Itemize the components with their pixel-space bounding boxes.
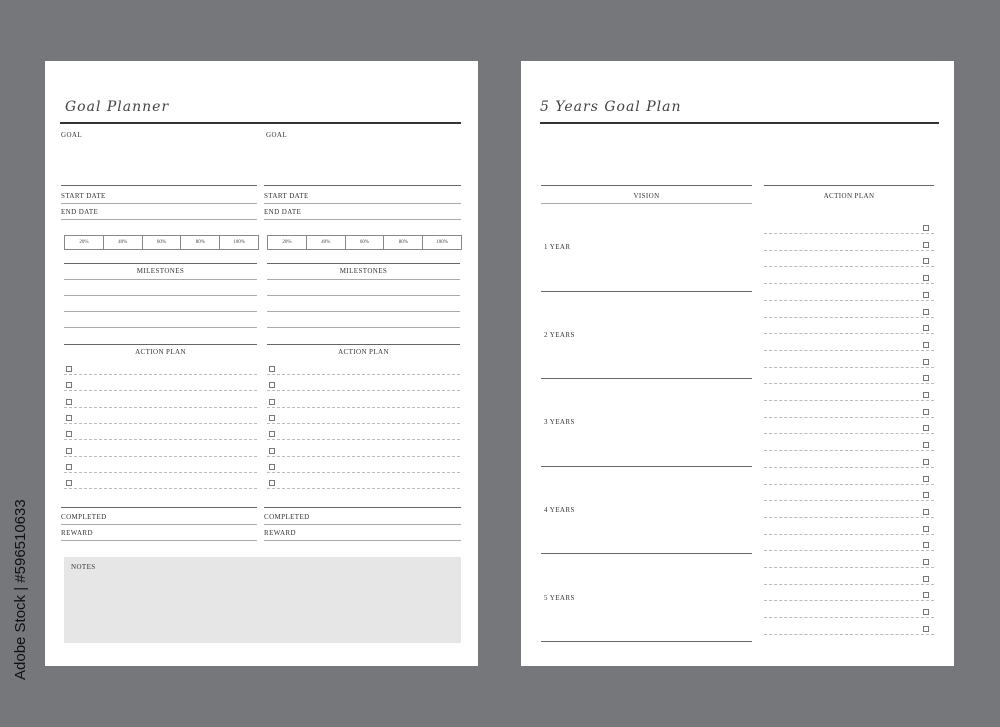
milestones-heading: MILESTONES	[339, 267, 388, 275]
progress-80[interactable]: 80%	[384, 236, 423, 249]
action-plan-rule	[764, 185, 934, 186]
year-3-rule	[541, 466, 752, 467]
action-checkbox[interactable]	[269, 448, 275, 454]
action-checkbox[interactable]	[923, 409, 929, 415]
year-3-label: 3 YEARS	[544, 418, 575, 426]
action-checkbox[interactable]	[269, 366, 275, 372]
action-plan-heading: ACTION PLAN	[823, 192, 875, 200]
action-checkbox[interactable]	[66, 431, 72, 437]
goal-rule	[61, 185, 257, 186]
completed-rule	[264, 507, 461, 508]
vision-header-rule	[541, 203, 752, 204]
action-checkbox[interactable]	[269, 415, 275, 421]
action-plan-line[interactable]	[764, 433, 934, 434]
milestones-rule	[267, 263, 460, 264]
progress-60[interactable]: 60%	[143, 236, 182, 249]
action-plan-heading: ACTION PLAN	[338, 348, 389, 356]
year-4-label: 4 YEARS	[544, 506, 575, 514]
action-checkbox[interactable]	[923, 309, 929, 315]
action-plan-line[interactable]	[64, 488, 257, 489]
year-1-rule	[541, 291, 752, 292]
action-plan-line[interactable]	[764, 617, 934, 618]
action-plan-line[interactable]	[764, 467, 934, 468]
action-plan-line[interactable]	[64, 390, 257, 391]
action-plan-line[interactable]	[64, 374, 257, 375]
action-checkbox[interactable]	[923, 359, 929, 365]
action-checkbox[interactable]	[269, 480, 275, 486]
start-date-field[interactable]	[264, 203, 461, 204]
action-checkbox[interactable]	[923, 375, 929, 381]
goal-label: GOAL	[266, 131, 288, 139]
vision-heading: VISION	[633, 192, 660, 200]
year-2-label: 2 YEARS	[544, 331, 575, 339]
progress-20[interactable]: 20%	[65, 236, 104, 249]
progress-60[interactable]: 60%	[346, 236, 385, 249]
progress-scale	[64, 235, 259, 250]
title-rule	[60, 122, 461, 124]
reward-field[interactable]	[264, 540, 461, 541]
progress-100[interactable]: 100%	[436, 240, 448, 245]
milestones-heading: MILESTONES	[136, 267, 185, 275]
action-checkbox[interactable]	[923, 542, 929, 548]
progress-40[interactable]: 40%	[104, 236, 143, 249]
action-plan-line[interactable]	[764, 534, 934, 535]
year-1-label: 1 YEAR	[544, 243, 571, 251]
action-checkbox[interactable]	[923, 242, 929, 248]
completed-field[interactable]	[264, 524, 461, 525]
milestone-line[interactable]	[267, 311, 460, 312]
action-checkbox[interactable]	[923, 509, 929, 515]
action-plan-line[interactable]	[267, 472, 460, 473]
stock-caption: Adobe Stock | #596510633	[12, 499, 29, 680]
action-checkbox[interactable]	[923, 492, 929, 498]
action-plan-line[interactable]	[764, 517, 934, 518]
action-plan-line[interactable]	[267, 456, 460, 457]
action-checkbox[interactable]	[923, 275, 929, 281]
action-checkbox[interactable]	[923, 442, 929, 448]
milestones-rule	[64, 263, 257, 264]
action-checkbox[interactable]	[923, 592, 929, 598]
start-date-field[interactable]	[61, 203, 257, 204]
action-checkbox[interactable]	[66, 415, 72, 421]
goal-label: GOAL	[61, 131, 83, 139]
action-checkbox[interactable]	[66, 448, 72, 454]
reward-field[interactable]	[61, 540, 257, 541]
start-date-label: START DATE	[61, 192, 106, 200]
action-plan-line[interactable]	[267, 423, 460, 424]
action-plan-line[interactable]	[764, 300, 934, 301]
action-checkbox[interactable]	[923, 476, 929, 482]
action-checkbox[interactable]	[923, 225, 929, 231]
milestone-line[interactable]	[64, 295, 257, 296]
action-plan-line[interactable]	[764, 383, 934, 384]
reward-label: REWARD	[61, 529, 93, 537]
action-checkbox[interactable]	[269, 431, 275, 437]
milestone-line[interactable]	[64, 327, 257, 328]
progress-20[interactable]: 20%	[268, 236, 307, 249]
action-plan-line[interactable]	[64, 407, 257, 408]
action-plan-line[interactable]	[764, 367, 934, 368]
action-checkbox[interactable]	[923, 425, 929, 431]
action-plan-line[interactable]	[764, 250, 934, 251]
action-plan-line[interactable]	[764, 567, 934, 568]
action-plan-line[interactable]	[267, 407, 460, 408]
action-checkbox[interactable]	[269, 382, 275, 388]
action-plan-line[interactable]	[64, 472, 257, 473]
completed-rule	[61, 507, 257, 508]
action-plan-line[interactable]	[267, 374, 460, 375]
action-checkbox[interactable]	[66, 464, 72, 470]
action-checkbox[interactable]	[923, 576, 929, 582]
completed-label: COMPLETED	[264, 513, 310, 521]
progress-scale	[267, 235, 462, 250]
notes-label: NOTES	[71, 563, 96, 571]
action-checkbox[interactable]	[66, 366, 72, 372]
action-plan-rule	[64, 344, 257, 345]
end-date-field[interactable]	[61, 219, 257, 220]
progress-100[interactable]: 100%	[233, 240, 245, 245]
action-plan-line[interactable]	[764, 400, 934, 401]
end-date-label: END DATE	[264, 208, 302, 216]
action-checkbox[interactable]	[66, 382, 72, 388]
vision-rule	[541, 185, 752, 186]
action-checkbox[interactable]	[923, 526, 929, 532]
action-checkbox[interactable]	[269, 399, 275, 405]
action-checkbox[interactable]	[923, 609, 929, 615]
page-title: Goal Planner	[65, 99, 170, 115]
reward-label: REWARD	[264, 529, 296, 537]
completed-label: COMPLETED	[61, 513, 107, 521]
milestone-line[interactable]	[267, 327, 460, 328]
action-checkbox[interactable]	[66, 399, 72, 405]
milestone-line[interactable]	[267, 295, 460, 296]
action-plan-line[interactable]	[764, 350, 934, 351]
action-checkbox[interactable]	[269, 464, 275, 470]
action-plan-line[interactable]	[764, 600, 934, 601]
completed-field[interactable]	[61, 524, 257, 525]
progress-80[interactable]: 80%	[181, 236, 220, 249]
action-plan-line[interactable]	[764, 266, 934, 267]
action-plan-line[interactable]	[64, 439, 257, 440]
goal-planner-page	[45, 61, 478, 666]
action-plan-line[interactable]	[764, 450, 934, 451]
goal-rule	[264, 185, 461, 186]
action-plan-rule	[267, 344, 460, 345]
action-plan-line[interactable]	[267, 390, 460, 391]
action-plan-line[interactable]	[764, 333, 934, 334]
action-plan-line[interactable]	[267, 488, 460, 489]
action-checkbox[interactable]	[923, 626, 929, 632]
action-plan-line[interactable]	[764, 500, 934, 501]
action-checkbox[interactable]	[66, 480, 72, 486]
page-title: 5 Years Goal Plan	[540, 99, 682, 115]
five-year-goal-plan-page	[521, 61, 954, 666]
action-plan-line[interactable]	[764, 584, 934, 585]
action-plan-line[interactable]	[64, 456, 257, 457]
action-plan-line[interactable]	[64, 423, 257, 424]
year-4-rule	[541, 553, 752, 554]
year-2-rule	[541, 378, 752, 379]
milestone-line[interactable]	[64, 279, 257, 280]
action-checkbox[interactable]	[923, 292, 929, 298]
notes-box[interactable]	[64, 557, 461, 643]
year-5-label: 5 YEARS	[544, 594, 575, 602]
action-checkbox[interactable]	[923, 459, 929, 465]
milestone-line[interactable]	[64, 311, 257, 312]
action-plan-line[interactable]	[764, 634, 934, 635]
action-plan-line[interactable]	[764, 317, 934, 318]
start-date-label: START DATE	[264, 192, 309, 200]
action-plan-line[interactable]	[764, 550, 934, 551]
end-date-field[interactable]	[264, 219, 461, 220]
action-checkbox[interactable]	[923, 258, 929, 264]
action-plan-line[interactable]	[764, 484, 934, 485]
year-5-rule	[541, 641, 752, 642]
action-plan-heading: ACTION PLAN	[135, 348, 186, 356]
milestone-line[interactable]	[267, 279, 460, 280]
action-plan-line[interactable]	[764, 417, 934, 418]
action-checkbox[interactable]	[923, 559, 929, 565]
title-rule	[540, 122, 939, 124]
action-plan-line[interactable]	[764, 233, 934, 234]
action-checkbox[interactable]	[923, 342, 929, 348]
action-plan-line[interactable]	[267, 439, 460, 440]
action-plan-line[interactable]	[764, 283, 934, 284]
end-date-label: END DATE	[61, 208, 99, 216]
action-checkbox[interactable]	[923, 325, 929, 331]
action-checkbox[interactable]	[923, 392, 929, 398]
progress-40[interactable]: 40%	[307, 236, 346, 249]
